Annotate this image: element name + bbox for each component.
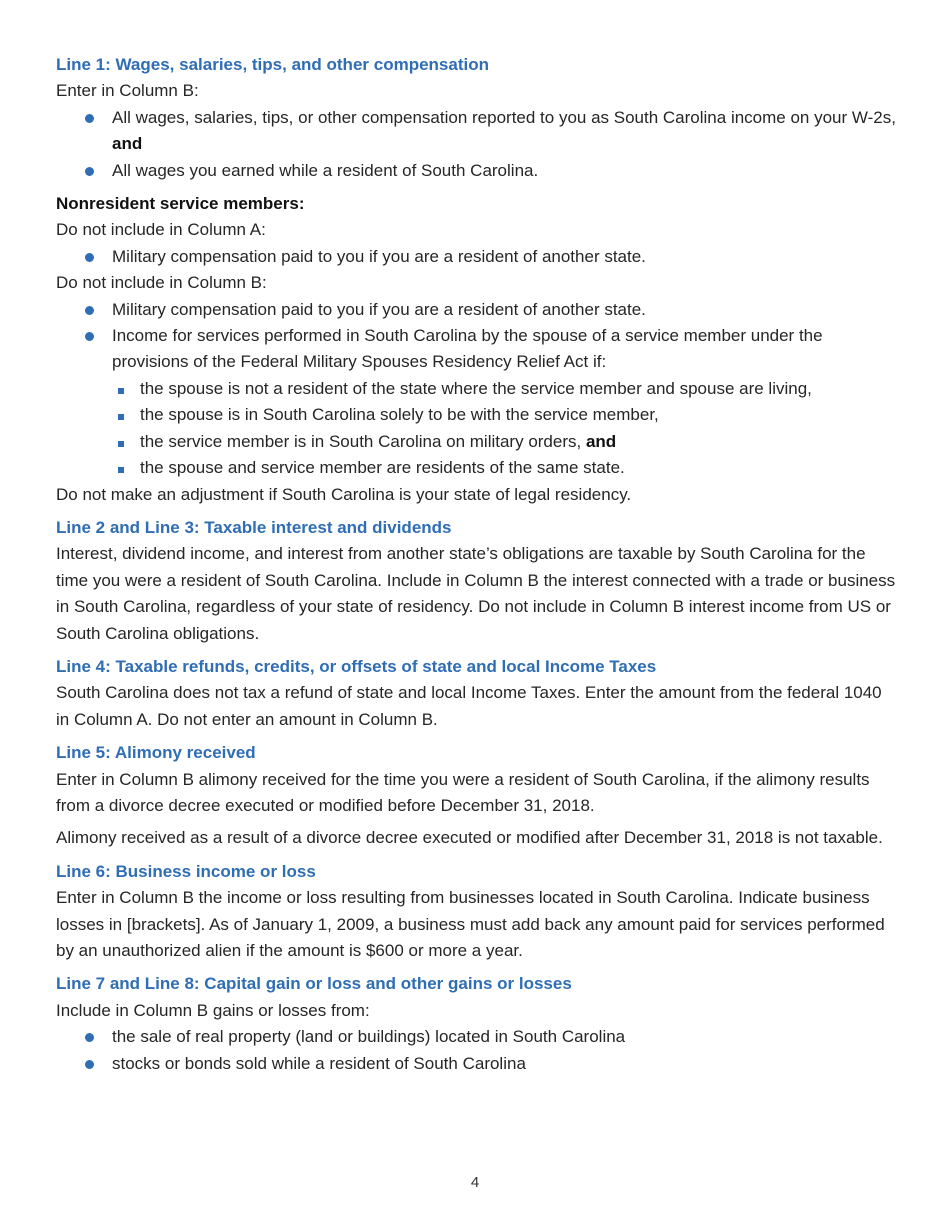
bullet-dot-icon [85, 167, 94, 176]
document-page [56, 52, 896, 1077]
line5-heading: Line 5: Alimony received [56, 743, 256, 763]
bullet-dot-icon [85, 306, 94, 315]
list-item: Income for services performed in South Carolina by the spouse of a service member under the provisions of the Federal Military Spouses Residency Relief Act if: [56, 323, 896, 376]
line4-heading: Line 4: Taxable refunds, credits, or offsets of state and local Income Taxes [56, 656, 657, 676]
list-item: All wages, salaries, tips, or other compensation reported to you as South Carolina income on your W-2s, and [56, 105, 896, 158]
line4-body: South Carolina does not tax a refund of state and local Income Taxes. Enter the amount from the federal 1040 in Column A. Do not enter an amount in Column B. [56, 683, 882, 729]
list-item: the service member is in South Carolina on military orders, and [56, 429, 896, 455]
bullet-square-icon [118, 467, 124, 473]
list-item: the spouse and service member are residents of the same state. [56, 455, 896, 481]
list-item: Military compensation paid to you if you are a resident of another state. [56, 244, 896, 270]
bullet-square-icon [118, 414, 124, 420]
line6-body: Enter in Column B the income or loss resulting from businesses located in South Carolina. Indicate business losses in [brackets]. As of January 1, 2009, a business must add back any amount paid for services performed by an unauthorized alien if the amount is $600 or more a year. [56, 888, 885, 960]
column-a-list [56, 244, 896, 270]
nonresident-closing: Do not make an adjustment if South Carolina is your state of legal residency. [56, 484, 632, 504]
bullet-square-icon [118, 441, 124, 447]
bullet-dot-icon [85, 253, 94, 262]
list-item: Military compensation paid to you if you are a resident of another state. [56, 297, 896, 323]
bullet-dot-icon [85, 332, 94, 341]
column-b-list [56, 297, 896, 376]
list-item: the spouse is in South Carolina solely to be with the service member, [56, 402, 896, 428]
bullet-dot-icon [85, 1033, 94, 1042]
line5-body-2: Alimony received as a result of a divorce decree executed or modified after December 31, 2018 is not taxable. [56, 828, 883, 848]
line7-8-list [56, 1024, 896, 1077]
line1-intro: Enter in Column B: [56, 81, 199, 101]
nonresident-heading: Nonresident service members: [56, 194, 305, 214]
line1-bullet-list [56, 105, 896, 184]
line2-3-body: Interest, dividend income, and interest from another state’s obligations are taxable by South Carolina for the time you were a resident of South Carolina. Include in Column B the interest connected with a trade or business in South Carolina, regardless of your state of residency. Do not include in Column B interest income from US or South Carolina obligations. [56, 544, 896, 643]
column-a-intro: Do not include in Column A: [56, 220, 266, 240]
bullet-square-icon [118, 388, 124, 394]
list-item: the sale of real property (land or buildings) located in South Carolina [56, 1024, 896, 1050]
bullet-dot-icon [85, 114, 94, 123]
spouse-conditions-list [56, 376, 896, 482]
page-number: 4 [470, 1174, 480, 1191]
list-item: stocks or bonds sold while a resident of South Carolina [56, 1051, 896, 1077]
line5-body-1: Enter in Column B alimony received for the time you were a resident of South Carolina, if the alimony results from a divorce decree executed or modified before December 31, 2018. [56, 769, 870, 815]
list-item: the spouse is not a resident of the state where the service member and spouse are living, [56, 376, 896, 402]
bullet-dot-icon [85, 1060, 94, 1069]
list-item: All wages you earned while a resident of South Carolina. [56, 158, 896, 184]
line7-8-heading: Line 7 and Line 8: Capital gain or loss and other gains or losses [56, 974, 572, 994]
line7-8-intro: Include in Column B gains or losses from: [56, 1000, 370, 1020]
line1-heading: Line 1: Wages, salaries, tips, and other compensation [56, 55, 489, 74]
column-b-intro: Do not include in Column B: [56, 273, 267, 293]
line6-heading: Line 6: Business income or loss [56, 861, 316, 881]
line2-3-heading: Line 2 and Line 3: Taxable interest and dividends [56, 517, 452, 537]
